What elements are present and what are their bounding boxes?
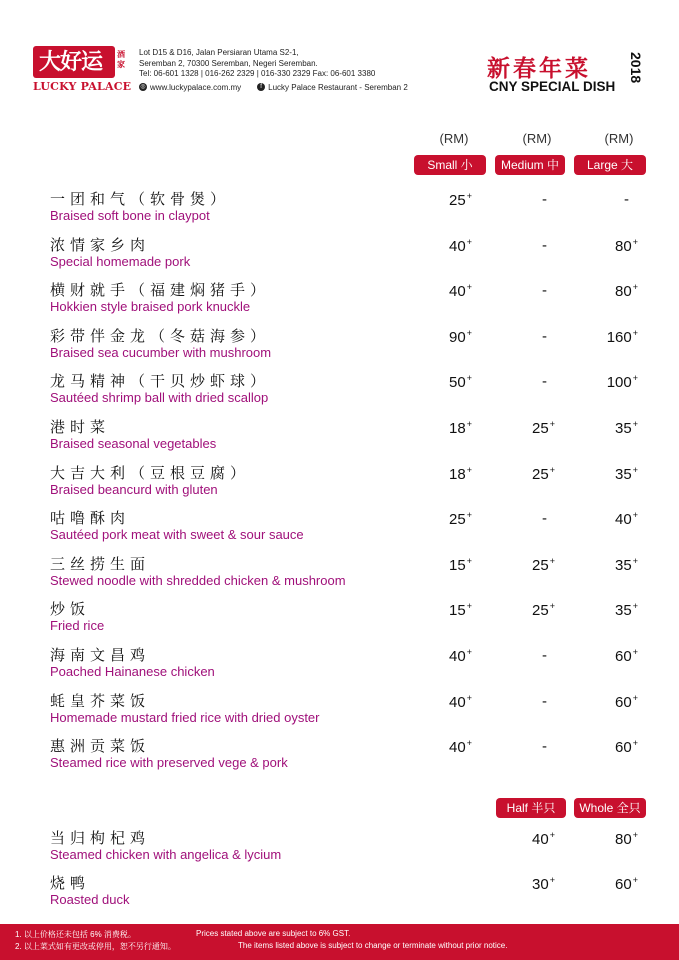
price-small <box>412 738 472 756</box>
price-large <box>578 465 638 483</box>
item-name-cn: 蚝皇芥菜饭 <box>50 691 151 710</box>
price-medium <box>487 373 547 390</box>
address-line-2: Seremban 2, 70300 Seremban, Negeri Seremban. <box>139 58 318 68</box>
price-large <box>578 556 638 574</box>
footer-note-2-cn: 2. 以上菜式如有更改或停用，恕不另行通知。 <box>15 942 176 951</box>
menu-item <box>50 281 270 314</box>
plus-mark: + <box>466 327 472 338</box>
price-medium <box>495 419 555 437</box>
plus-mark: + <box>632 692 638 703</box>
globe-icon: ◎ <box>140 84 146 91</box>
item-name-en: Steamed rice with preserved vege & pork <box>50 755 288 771</box>
web-links <box>139 83 408 94</box>
price-small-value: 15 <box>449 556 466 574</box>
logo-english: LUCKY PALACE <box>33 80 132 93</box>
item-name-en: Sautéed pork meat with sweet & sour sauce <box>50 527 304 543</box>
price-small <box>412 556 472 574</box>
price-large-value: 60 <box>615 648 632 665</box>
menu-item <box>50 418 216 451</box>
price-large <box>578 282 638 300</box>
plus-mark: + <box>632 373 638 384</box>
price-small <box>412 282 472 300</box>
price-medium <box>495 465 555 483</box>
price-medium-value: 25 <box>532 556 549 574</box>
price-small-value: 18 <box>449 465 466 483</box>
size-medium-badge: Medium 中 <box>495 155 565 175</box>
plus-mark: + <box>466 236 472 247</box>
item-name-cn: 炒饭 <box>50 600 91 619</box>
price-whole-value: 80 <box>615 831 632 848</box>
footer-note-1-cn: 1. 以上价格还未包括 6% 消费税。 <box>15 930 136 939</box>
item-name-en: Homemade mustard fried rice with dried oyster <box>50 709 320 725</box>
price-medium-value: - <box>542 282 547 300</box>
price-small-value: 90 <box>449 328 466 346</box>
price-medium-value: 25 <box>532 420 549 437</box>
price-large-value: - <box>624 191 629 208</box>
price-small <box>412 510 472 528</box>
item-name-en: Braised sea cucumber with mushroom <box>50 344 272 360</box>
price-large-value: 100 <box>606 374 632 392</box>
plus-mark: + <box>466 692 472 703</box>
footer-note-2-en: The items listed above is subject to change or terminate without prior notice. <box>238 941 508 950</box>
menu-item <box>50 829 281 862</box>
price-medium <box>487 693 547 710</box>
price-half-value: 30 <box>532 876 549 893</box>
price-large <box>578 601 638 619</box>
price-half-value: 40 <box>532 831 549 848</box>
item-name-en: Poached Hainanese chicken <box>50 664 215 679</box>
price-large-value: 35 <box>615 420 632 437</box>
price-large-value: 35 <box>615 465 632 483</box>
menu-title-english: CNY SPECIAL DISH <box>489 79 616 94</box>
currency-large: (RM) <box>604 131 634 146</box>
price-large <box>569 191 629 208</box>
plus-mark: + <box>466 373 472 384</box>
price-small <box>412 191 472 209</box>
plus-mark: + <box>466 282 472 293</box>
item-name-en: Roasted duck <box>50 892 130 907</box>
plus-mark: + <box>632 282 638 293</box>
price-whole <box>578 830 638 848</box>
menu-item <box>50 737 288 770</box>
price-whole <box>578 875 638 893</box>
price-medium <box>487 328 547 345</box>
item-name-cn: 龙马精神（干贝炒虾球） <box>50 372 271 391</box>
price-medium-value: 25 <box>532 465 549 483</box>
plus-mark: + <box>466 555 472 566</box>
menu-item <box>50 372 270 405</box>
item-name-en: Hokkien style braised pork knuckle <box>50 299 251 315</box>
footer-note-1-en: Prices stated above are subject to 6% GST. <box>196 929 351 938</box>
menu-item <box>50 692 320 725</box>
price-whole-value: 60 <box>615 876 632 893</box>
item-name-cn: 彩带伴金龙（冬菇海参） <box>50 326 271 345</box>
plus-mark: + <box>549 419 555 429</box>
logo-small-text: 酒家 <box>117 50 125 69</box>
price-large-value: 80 <box>615 283 632 301</box>
price-medium <box>495 556 555 574</box>
item-name-cn: 三丝捞生面 <box>50 554 151 573</box>
item-name-cn: 海南文昌鸡 <box>50 646 151 664</box>
plus-mark: + <box>466 647 472 657</box>
price-large <box>578 328 638 346</box>
price-medium-value: - <box>542 373 547 391</box>
plus-mark: + <box>466 464 472 475</box>
item-name-cn: 烧鸭 <box>50 874 91 892</box>
plus-mark: + <box>632 738 638 749</box>
currency-medium: (RM) <box>522 131 552 146</box>
item-name-en: Braised beancurd with gluten <box>50 481 218 497</box>
item-name-en: Stewed noodle with shredded chicken & mushroom <box>50 572 346 588</box>
price-large <box>578 510 638 528</box>
price-small-value: 40 <box>449 283 466 301</box>
price-medium <box>495 601 555 619</box>
size-half-badge: Half 半只 <box>496 798 566 818</box>
price-small <box>412 419 472 437</box>
price-small-value: 40 <box>449 648 466 665</box>
price-medium-value: - <box>542 327 547 345</box>
price-small <box>412 373 472 391</box>
price-small-value: 18 <box>449 420 466 437</box>
price-large-value: 35 <box>615 602 632 620</box>
price-half <box>495 830 555 848</box>
price-large-value: 35 <box>615 556 632 574</box>
menu-item <box>50 190 230 223</box>
price-medium <box>487 282 547 299</box>
facebook-text: Lucky Palace Restaurant - Seremban 2 <box>268 82 408 92</box>
price-large <box>578 237 638 255</box>
menu-item <box>50 555 346 588</box>
price-medium <box>487 237 547 254</box>
price-small <box>412 601 472 619</box>
plus-mark: + <box>549 464 555 475</box>
price-large-value: 60 <box>615 739 632 757</box>
menu-title-chinese: 新春年菜 <box>487 55 591 82</box>
plus-mark: + <box>632 327 638 338</box>
item-name-cn: 港时菜 <box>50 418 111 436</box>
price-medium <box>487 510 547 527</box>
menu-item <box>50 509 304 542</box>
footer-notes <box>0 924 679 960</box>
price-small <box>412 693 472 711</box>
price-small-value: 40 <box>449 237 466 255</box>
menu-item <box>50 236 190 269</box>
item-name-cn: 惠洲贡菜饭 <box>50 737 151 756</box>
price-large <box>578 419 638 437</box>
price-small-value: 50 <box>449 374 466 392</box>
price-large <box>578 373 638 391</box>
facebook-link[interactable] <box>257 83 408 94</box>
plus-mark: + <box>632 601 638 612</box>
logo-mark: 大好运 <box>33 46 115 78</box>
price-large-value: 160 <box>606 328 632 346</box>
plus-mark: + <box>632 830 638 840</box>
item-name-en: Fried rice <box>50 618 105 634</box>
size-small-badge: Small 小 <box>414 155 486 175</box>
price-medium-value: - <box>542 692 547 710</box>
address-line-1: Lot D15 & D16, Jalan Persiaran Utama S2-1, <box>139 48 299 57</box>
menu-item <box>50 600 104 633</box>
plus-mark: + <box>632 875 638 885</box>
price-small-value: 25 <box>449 192 466 209</box>
price-small <box>412 465 472 483</box>
price-large <box>578 738 638 756</box>
address-block <box>139 48 408 93</box>
menu-item <box>50 327 271 360</box>
price-medium-value: - <box>542 510 547 528</box>
menu-year: 2018 <box>628 52 644 84</box>
item-name-en: Sautéed shrimp ball with dried scallop <box>50 390 269 406</box>
item-name-en: Steamed chicken with angelica & lycium <box>50 847 282 862</box>
plus-mark: + <box>549 830 555 840</box>
price-medium-value: - <box>542 236 547 254</box>
item-name-en: Braised soft bone in claypot <box>50 208 210 223</box>
item-name-cn: 浓情家乡肉 <box>50 235 151 254</box>
restaurant-logo <box>33 46 132 94</box>
plus-mark: + <box>466 419 472 429</box>
item-name-en: Special homemade pork <box>50 253 191 269</box>
plus-mark: + <box>632 647 638 657</box>
plus-mark: + <box>549 555 555 566</box>
menu-item <box>50 646 215 679</box>
size-whole-badge: Whole 全只 <box>574 798 646 818</box>
price-small <box>412 237 472 255</box>
plus-mark: + <box>632 510 638 521</box>
menu-item <box>50 874 130 907</box>
price-small <box>412 328 472 346</box>
item-name-cn: 咕噜酥肉 <box>50 509 131 528</box>
plus-mark: + <box>549 875 555 885</box>
price-medium <box>487 191 547 208</box>
item-name-cn: 横财就手（福建焖猪手） <box>50 281 271 300</box>
price-small-value: 40 <box>449 693 466 711</box>
price-medium <box>487 647 547 664</box>
price-medium-value: - <box>542 191 547 208</box>
price-large-value: 60 <box>615 693 632 711</box>
currency-small: (RM) <box>439 131 469 146</box>
plus-mark: + <box>466 510 472 521</box>
price-large <box>578 647 638 665</box>
price-small <box>412 647 472 665</box>
price-small-value: 25 <box>449 511 466 529</box>
price-medium <box>487 738 547 755</box>
price-large-value: 40 <box>615 511 632 529</box>
plus-mark: + <box>549 601 555 612</box>
contact-line: Tel: 06-601 1328 | 016-262 2329 | 016-330 2329 Fax: 06-601 3380 <box>139 69 376 78</box>
plus-mark: + <box>632 464 638 475</box>
price-medium-value: - <box>542 647 547 664</box>
item-name-en: Braised seasonal vegetables <box>50 436 217 451</box>
price-small-value: 40 <box>449 739 466 757</box>
plus-mark: + <box>632 236 638 247</box>
plus-mark: + <box>466 601 472 612</box>
price-medium-value: - <box>542 738 547 756</box>
item-name-cn: 一团和气（软骨煲） <box>50 190 231 208</box>
price-large-value: 80 <box>615 237 632 255</box>
size-large-badge: Large 大 <box>574 155 646 175</box>
price-large <box>578 693 638 711</box>
website-text: www.luckypalace.com.my <box>150 82 242 92</box>
item-name-cn: 大吉大利（豆根豆腐） <box>50 463 251 482</box>
price-medium-value: 25 <box>532 602 549 620</box>
price-small-value: 15 <box>449 602 466 620</box>
plus-mark: + <box>466 191 472 201</box>
facebook-icon: f <box>257 83 265 91</box>
plus-mark: + <box>632 555 638 566</box>
plus-mark: + <box>632 419 638 429</box>
item-name-cn: 当归枸杞鸡 <box>50 829 151 847</box>
plus-mark: + <box>466 738 472 749</box>
website[interactable] <box>139 83 241 94</box>
menu-item <box>50 464 250 497</box>
price-half <box>495 875 555 893</box>
